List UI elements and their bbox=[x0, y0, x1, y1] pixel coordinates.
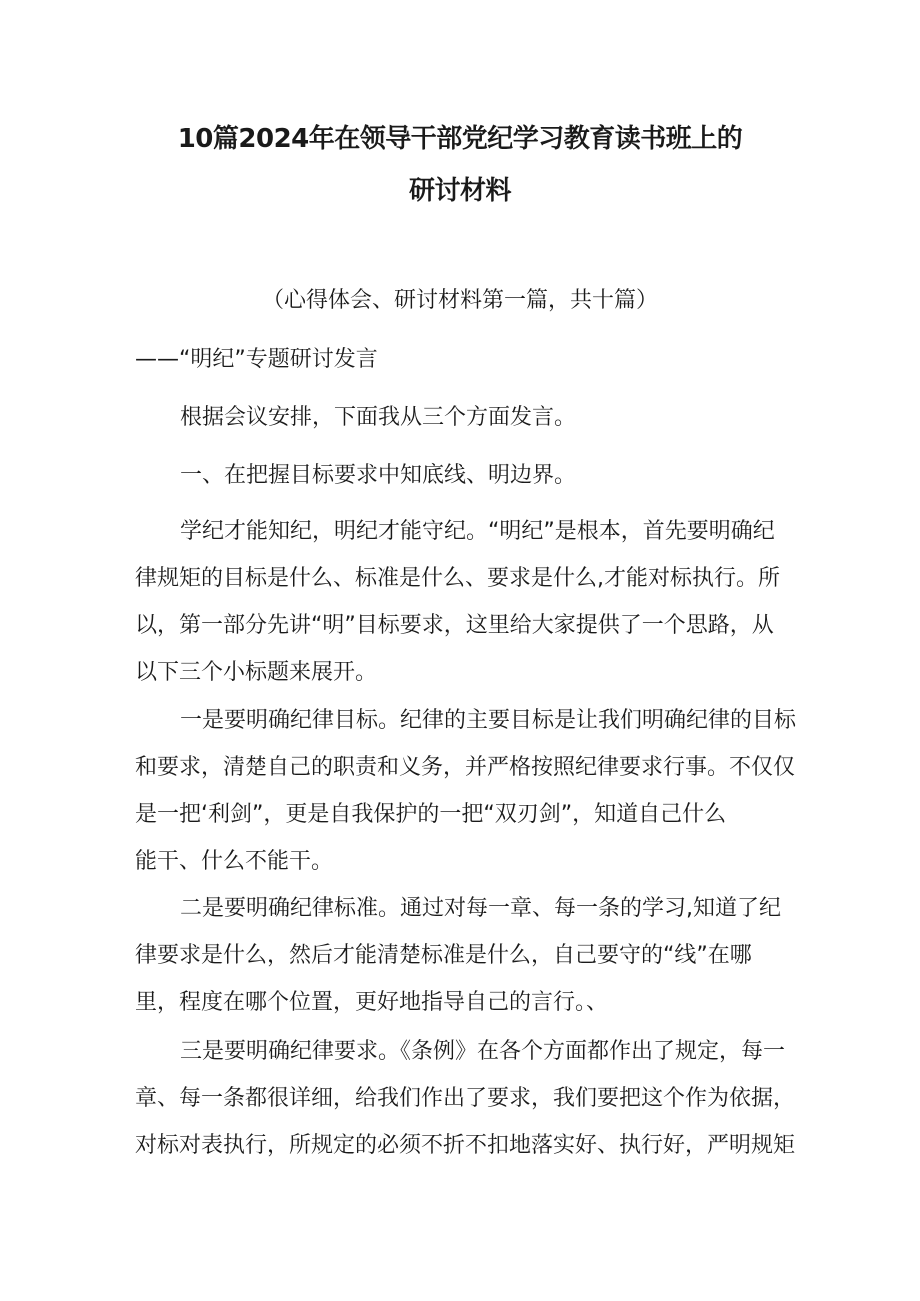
paragraph-line: 学纪才能知纪，明纪才能守纪。“明纪”是根本，首先要明确纪 bbox=[180, 519, 775, 544]
paragraph-line: 以下三个小标题来展开。 bbox=[135, 660, 378, 685]
document-title-line-1: 10篇2024年在领导干部党纪学习教育读书班上的 bbox=[177, 124, 743, 154]
paragraph-line: 一是要明确纪律目标。纪律的主要目标是让我们明确纪律的目标 bbox=[180, 708, 797, 733]
section-heading-1: 一、在把握目标要求中知底线、明边界。 bbox=[180, 463, 577, 488]
paragraph-line: 二是要明确纪律标准。通过对每一章、每一条的学习,知道了纪 bbox=[180, 896, 781, 921]
paragraph-line: 能干、什么不能干。 bbox=[135, 849, 334, 874]
paragraph-line: 律要求是什么，然后才能清楚标准是什么，自己要守的“线”在哪 bbox=[135, 943, 752, 968]
paragraph-line: 章、每一条都很详细，给我们作出了要求，我们要把这个作为依据， bbox=[135, 1086, 796, 1111]
speech-title: ——“明纪”专题研讨发言 bbox=[135, 347, 378, 372]
paragraph-discipline-requirement bbox=[135, 1028, 795, 1169]
document-subtitle: （心得体会、研讨材料第一篇，共十篇） bbox=[261, 288, 658, 313]
paragraph-line: 和要求，清楚自己的职责和义务，并严格按照纪律要求行事。不仅仅 bbox=[135, 755, 796, 780]
paragraph-line: 律规矩的目标是什么、标准是什么、要求是什么,才能对标执行。所 bbox=[135, 566, 780, 591]
paragraph-line: 里，程度在哪个位置，更好地指导自己的言行。、 bbox=[135, 990, 609, 1015]
paragraph-discipline-overview bbox=[135, 508, 795, 696]
document-title-line-2: 研讨材料 bbox=[408, 176, 511, 206]
paragraph-line: 是一把‘利剑”，更是自我保护的一把“双刃剑”，知道自己什么 bbox=[135, 802, 727, 827]
paragraph-discipline-standard bbox=[135, 885, 795, 1026]
paragraph-discipline-goal bbox=[135, 697, 795, 885]
intro-sentence: 根据会议安排，下面我从三个方面发言。 bbox=[180, 405, 577, 430]
paragraph-line: 对标对表执行，所规定的必须不折不扣地落实好、执行好，严明规矩 bbox=[135, 1133, 796, 1158]
paragraph-line: 三是要明确纪律要求。《条例》在各个方面都作出了规定，每一 bbox=[180, 1039, 786, 1064]
paragraph-line: 以，第一部分先讲“明”目标要求，这里给大家提供了一个思路，从 bbox=[135, 613, 774, 638]
